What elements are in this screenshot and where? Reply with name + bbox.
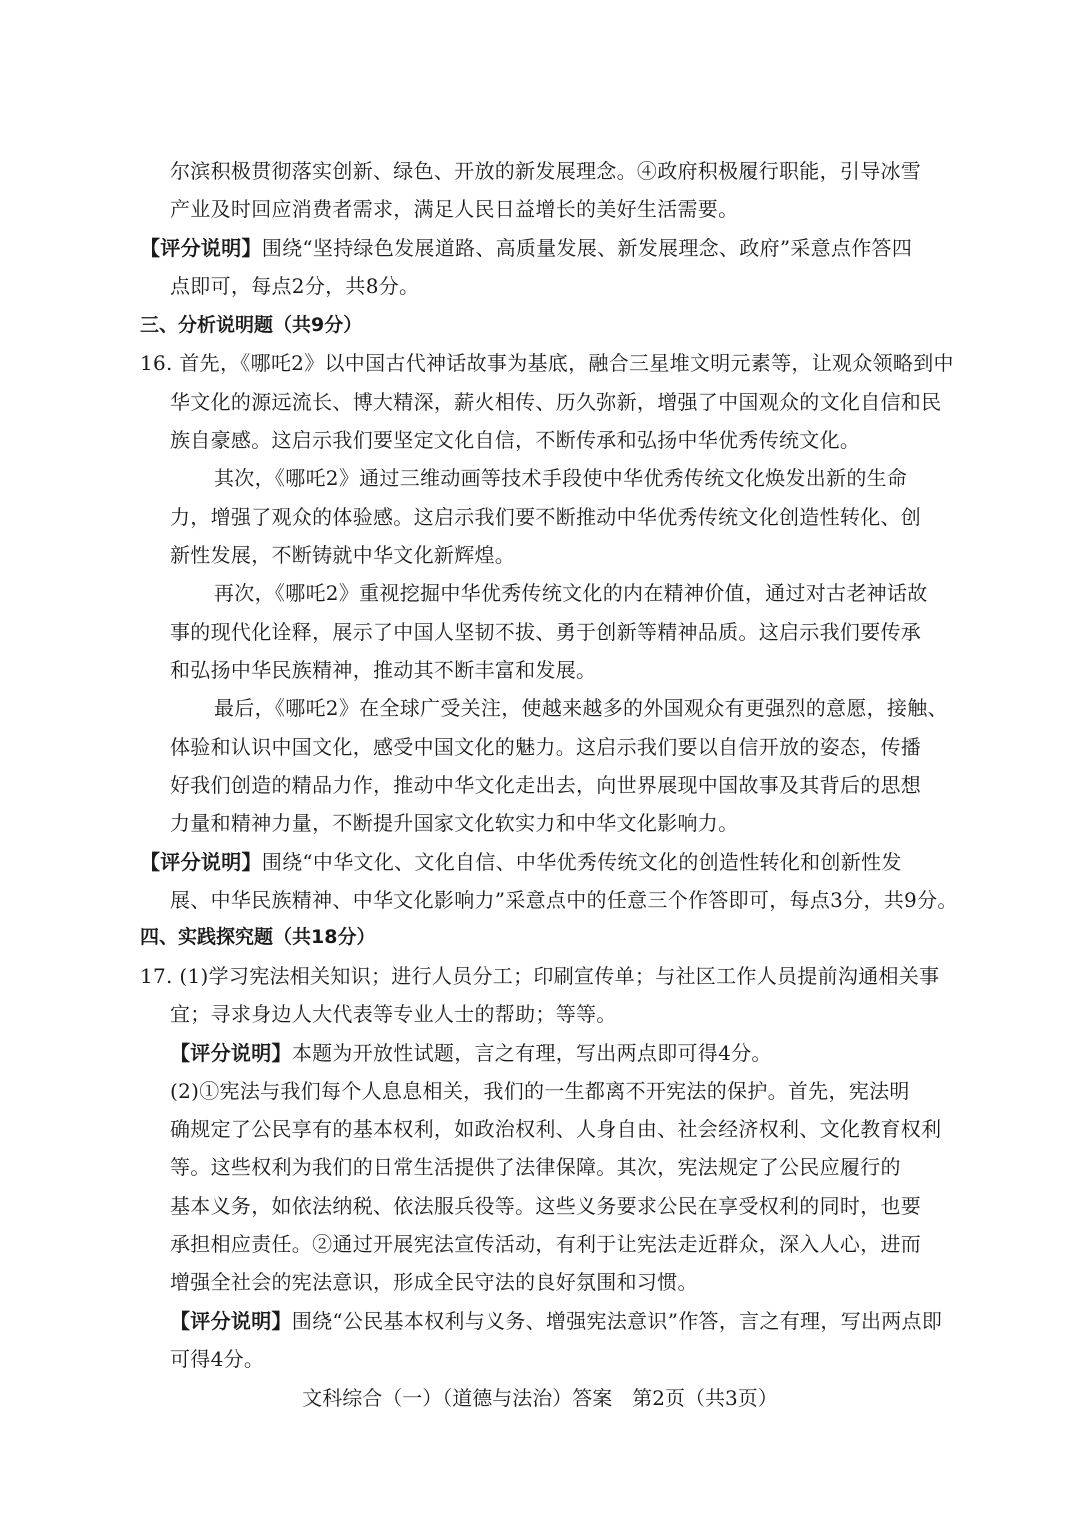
scoring-note [170,1034,772,1072]
scoring-note [140,229,912,267]
text-line: 力，增强了观众的体验感。这启示我们要不断推动中华优秀传统文化创造性转化、创 [170,505,922,529]
scoring-note-text: 本题为开放性试题，言之有理，写出两点即可得4分。 [291,1041,772,1065]
text-line: 16. 首先，《哪吒2》以中国古代神话故事为基底，融合三星堆文明元素等，让观众领略到中 [140,351,954,375]
text-line: 华文化的源远流长、博大精深，薪火相传、历久弥新，增强了中国观众的文化自信和民 [170,390,942,414]
scoring-note-tag: 【评分说明】 [140,850,262,874]
text-line: 好我们创造的精品力作，推动中华文化走出去，向世界展现中国故事及其背后的思想 [170,773,922,797]
text-line: 其次，《哪吒2》通过三维动画等技术手段使中华优秀传统文化焕发出新的生命 [214,466,908,490]
text-line: 族自豪感。这启示我们要坚定文化自信，不断传承和弘扬中华优秀传统文化。 [170,428,861,452]
text-line: 和弘扬中华民族精神，推动其不断丰富和发展。 [170,658,597,682]
text-line: 点即可，每点2分，共8分。 [170,274,420,298]
text-line: 基本义务，如依法纳税、依法服兵役等。这些义务要求公民在享受权利的同时，也要 [170,1194,922,1218]
text-line: 增强全社会的宪法意识，形成全民守法的良好氛围和习惯。 [170,1270,698,1294]
text-line: 等。这些权利为我们的日常生活提供了法律保障。其次，宪法规定了公民应履行的 [170,1155,901,1179]
section-heading: 三、分析说明题（共9分） [140,314,363,336]
text-line: 可得4分。 [170,1347,265,1371]
scoring-note [170,1302,942,1340]
scoring-note [140,843,902,881]
text-line: 尔滨积极贯彻落实创新、绿色、开放的新发展理念。④政府积极履行职能，引导冰雪 [170,159,922,183]
text-line: 产业及时回应消费者需求，满足人民日益增长的美好生活需要。 [170,197,739,221]
scoring-note-text: 围绕“公民基本权利与义务、增强宪法意识”作答，言之有理，写出两点即 [291,1309,943,1333]
text-line: 事的现代化诠释，展示了中国人坚韧不拔、勇于创新等精神品质。这启示我们要传承 [170,620,922,644]
text-line: 最后，《哪吒2》在全球广受关注，使越来越多的外国观众有更强烈的意愿，接触、 [214,696,948,720]
scoring-note-tag: 【评分说明】 [140,236,262,260]
text-line: 展、中华民族精神、中华文化影响力”采意点中的任意三个作答即可，每点3分，共9分。 [170,888,958,912]
text-line: 17. (1)学习宪法相关知识；进行人员分工；印刷宣传单；与社区工作人员提前沟通相关事 [140,964,940,988]
text-line: 承担相应责任。②通过开展宪法宣传活动，有利于让宪法走近群众，深入人心，进而 [170,1232,922,1256]
scoring-note-text: 围绕“中华文化、文化自信、中华优秀传统文化的创造性转化和创新性发 [261,850,902,874]
text-line: 新性发展，不断铸就中华文化新辉煌。 [170,543,516,567]
scoring-note-text: 围绕“坚持绿色发展道路、高质量发展、新发展理念、政府”采意点作答四 [261,236,913,260]
section-heading: 四、实践探究题（共18分） [140,926,376,948]
text-line: 体验和认识中国文化，感受中国文化的魅力。这启示我们要以自信开放的姿态，传播 [170,735,922,759]
text-line: 宜；寻求身边人大代表等专业人士的帮助；等等。 [170,1002,617,1026]
scoring-note-tag: 【评分说明】 [170,1309,292,1333]
text-line: 确规定了公民享有的基本权利，如政治权利、人身自由、社会经济权利、文化教育权利 [170,1117,942,1141]
text-line: 力量和精神力量，不断提升国家文化软实力和中华文化影响力。 [170,811,739,835]
text-line: (2)①宪法与我们每个人息息相关，我们的一生都离不开宪法的保护。首先，宪法明 [170,1079,910,1103]
text-line: 再次，《哪吒2》重视挖掘中华优秀传统文化的内在精神价值，通过对古老神话故 [214,581,928,605]
scoring-note-tag: 【评分说明】 [170,1041,292,1065]
page-footer: 文科综合（一）（道德与法治）答案 第2页（共3页） [302,1386,778,1410]
